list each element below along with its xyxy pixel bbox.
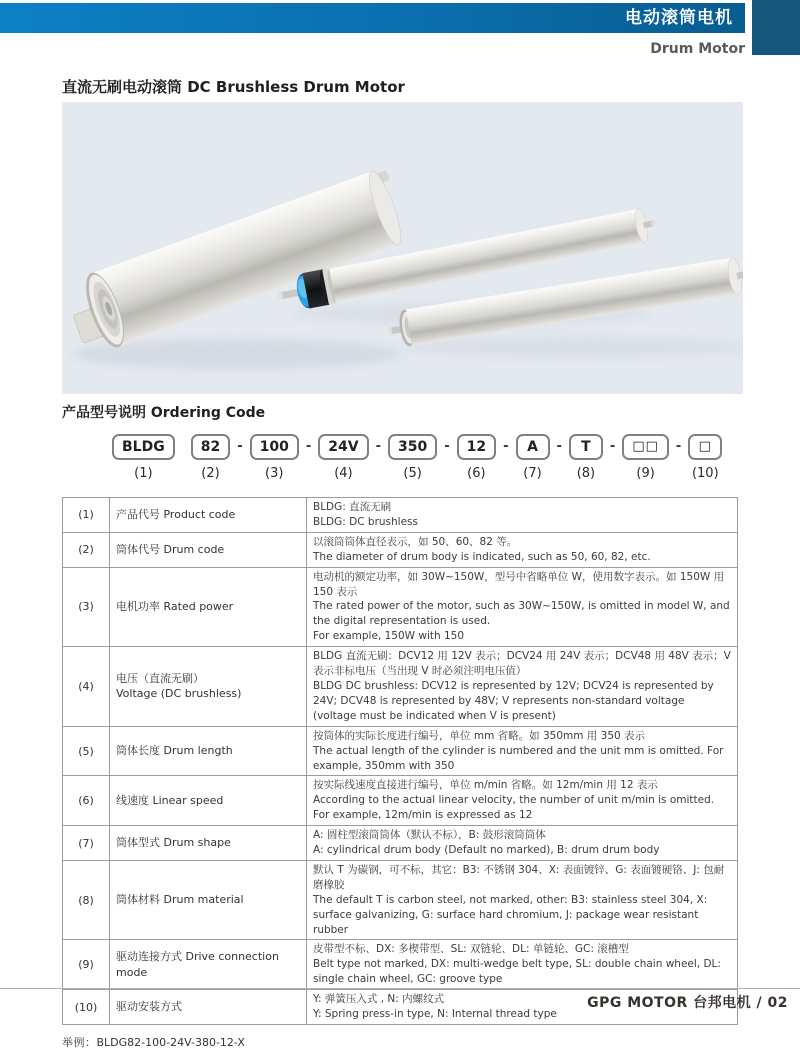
row-desc	[307, 498, 738, 533]
code-separator: -	[375, 439, 381, 454]
desc-line: Belt type not marked, DX: multi-wedge belt type, SL: double chain wheel, DL: single chain wheel, GC: groove type	[313, 958, 721, 986]
row-number: (6)	[63, 776, 110, 826]
code-separator: -	[675, 439, 682, 454]
code-box-placeholder: □	[688, 434, 722, 460]
row-name	[110, 726, 307, 776]
name-line: 筒体代号 Drum code	[116, 542, 225, 556]
desc-line: The diameter of drum body is indicated, such as 50, 60, 82, etc.	[313, 550, 651, 563]
code-number: (8)	[576, 466, 596, 481]
table-row	[63, 726, 738, 776]
code-box: 350	[388, 434, 437, 460]
table-row	[63, 498, 738, 533]
code-box: 82	[191, 434, 230, 460]
table-row	[63, 776, 738, 826]
ordering-segment	[457, 434, 496, 481]
ordering-segment	[388, 434, 437, 481]
name-line: Voltage (DC brushless)	[116, 687, 242, 701]
row-number: (5)	[63, 726, 110, 776]
ordering-example	[62, 1034, 738, 1050]
row-number: (10)	[63, 990, 110, 1025]
row-name	[110, 826, 307, 861]
code-box: 100	[250, 434, 299, 460]
drum-motor-illustration	[62, 102, 743, 394]
row-desc	[307, 532, 738, 567]
code-number: (10)	[691, 466, 719, 481]
code-number: (2)	[201, 466, 220, 481]
code-box: 12	[457, 434, 496, 460]
desc-line: The actual length of the cylinder is numbered and the unit mm is omitted. For example, 350mm with 350	[313, 744, 724, 772]
name-line: 电压（直流无刷）	[116, 671, 204, 685]
code-box: T	[569, 434, 603, 460]
footer-divider	[0, 988, 800, 989]
example-label: 举例：	[62, 1036, 97, 1049]
desc-line: Y: Spring press-in type, N: Internal thread type	[313, 1008, 557, 1021]
ordering-segment	[250, 434, 299, 481]
ordering-code-row	[112, 434, 722, 481]
ordering-segment	[516, 434, 550, 481]
name-line: 电机功率 Rated power	[116, 600, 234, 614]
desc-line: The rated power of the motor, such as 30W~150W, is omitted in model W, and the digital representation is used.	[313, 600, 730, 628]
footer-text: GPG MOTOR 台邦电机 / 02	[587, 995, 788, 1011]
table-row	[63, 567, 738, 647]
code-separator: -	[556, 439, 562, 454]
row-desc	[307, 567, 738, 647]
example-value: BLDG82-100-24V-380-12-X	[96, 1036, 245, 1049]
row-number: (3)	[63, 567, 110, 647]
row-desc	[307, 726, 738, 776]
desc-line: 皮带型不标、DX: 多楔带型、SL: 双链轮、DL: 单链轮、GC: 滚槽型	[313, 943, 629, 956]
row-name	[110, 567, 307, 647]
row-number: (9)	[63, 940, 110, 990]
table-row	[63, 647, 738, 727]
name-line: 筒体型式 Drum shape	[116, 836, 231, 850]
code-separator: -	[503, 439, 509, 454]
ordering-code-table	[62, 497, 738, 1025]
row-desc	[307, 776, 738, 826]
row-desc	[307, 647, 738, 727]
table-row	[63, 940, 738, 990]
desc-line: 电动机的额定功率，如 30W~150W，型号中省略单位 W，使用数字表示。如 150W 用 150 表示	[313, 570, 725, 598]
code-number: (9)	[636, 466, 655, 481]
row-number: (8)	[63, 860, 110, 940]
shadow-small-drum	[402, 337, 743, 357]
desc-line: Y: 弹簧压入式 , N: 内螺纹式	[313, 993, 445, 1006]
desc-line: BLDG: DC brushless	[313, 515, 418, 528]
desc-line: A: 圆柱型滚筒筒体（默认不标），B: 鼓形滚筒筒体	[313, 829, 546, 842]
code-box: BLDG	[112, 434, 175, 460]
code-separator: -	[237, 439, 243, 454]
row-number: (7)	[63, 826, 110, 861]
row-name	[110, 940, 307, 990]
name-line: 筒体长度 Drum length	[116, 744, 233, 758]
row-desc	[307, 826, 738, 861]
code-number: (7)	[523, 466, 542, 481]
corner-accent-square	[752, 0, 800, 55]
ordering-segment	[318, 434, 368, 481]
row-name	[110, 532, 307, 567]
row-number: (2)	[63, 532, 110, 567]
desc-line: BLDG DC brushless: DCV12 is represented by 12V; DCV24 is represented by 24V; DCV48 is represented by 48V; V represents non-standard voltage (voltage must be indicated when V is present)	[313, 679, 714, 722]
desc-line: BLDG 直流无刷：DCV12 用 12V 表示；DCV24 用 24V 表示；DCV48 用 48V 表示；V 表示非标电压（当出现 V 时必须注明电压值）	[313, 650, 731, 678]
ordering-segment	[622, 434, 669, 481]
row-name	[110, 647, 307, 727]
code-separator: -	[444, 439, 450, 454]
code-number: (4)	[334, 466, 353, 481]
code-number: (5)	[403, 466, 422, 481]
ordering-segment	[688, 434, 722, 481]
name-line: 驱动安装方式	[116, 1000, 182, 1014]
code-number: (3)	[265, 466, 284, 481]
row-desc	[307, 940, 738, 990]
code-separator: -	[609, 439, 616, 454]
desc-line: For example, 150W with 150	[313, 630, 465, 643]
desc-line: For example, 12m/min is expressed as 12	[313, 809, 533, 822]
code-box: A	[516, 434, 550, 460]
table-row	[63, 860, 738, 940]
code-number: (1)	[134, 466, 153, 481]
row-number: (4)	[63, 647, 110, 727]
product-image-panel	[62, 102, 743, 394]
ordering-segment	[569, 434, 603, 481]
name-line: 驱动连接方式 Drive connection mode	[116, 950, 279, 979]
page-title-cn: 电动滚筒电机	[625, 8, 733, 28]
code-number: (6)	[467, 466, 486, 481]
desc-line: 默认 T 为碳钢，可不标，其它：B3: 不锈钢 304、X: 表面镀锌、G: 表面镀硬铬、J: 包耐磨橡胶	[313, 863, 725, 891]
row-desc	[307, 860, 738, 940]
table-row	[63, 532, 738, 567]
desc-line: 以滚筒筒体直径表示，如 50、60、82 等。	[313, 535, 518, 548]
desc-line: The default T is carbon steel, not marked, other: B3: stainless steel 304, X: surface galvanizing, G: surface hard chromium, J: package wear resistant rubber	[313, 893, 708, 936]
ordering-segment	[191, 434, 230, 481]
page-subtitle: Drum Motor	[650, 41, 745, 57]
desc-line: A: cylindrical drum body (Default no marked), B: drum drum body	[313, 844, 660, 857]
ordering-code-title: 产品型号说明 Ordering Code	[62, 405, 266, 421]
row-name	[110, 776, 307, 826]
section-title: 直流无刷电动滚筒 DC Brushless Drum Motor	[62, 78, 405, 96]
code-separator: -	[305, 439, 312, 454]
name-line: 筒体材料 Drum material	[116, 893, 244, 907]
desc-line: According to the actual linear velocity, the number of unit m/min is omitted.	[313, 794, 715, 807]
row-name	[110, 860, 307, 940]
row-name	[110, 498, 307, 533]
desc-line: 按筒体的实际长度进行编号，单位 mm 省略。如 350mm 用 350 表示	[313, 729, 646, 742]
page-header-bar	[0, 3, 745, 33]
code-box: 24V	[318, 434, 368, 460]
table-row	[63, 826, 738, 861]
desc-line: 按实际线速度直接进行编号，单位 m/min 省略。如 12m/min 用 12 表示	[313, 779, 658, 792]
desc-line: BLDG: 直流无刷	[313, 501, 392, 513]
row-name	[110, 990, 307, 1025]
row-number: (1)	[63, 498, 110, 533]
name-line: 线速度 Linear speed	[116, 793, 224, 807]
name-line: 产品代号 Product code	[116, 508, 236, 522]
ordering-segment	[112, 434, 175, 481]
spec-section	[62, 497, 738, 1050]
code-box-placeholder: □□	[622, 434, 669, 460]
